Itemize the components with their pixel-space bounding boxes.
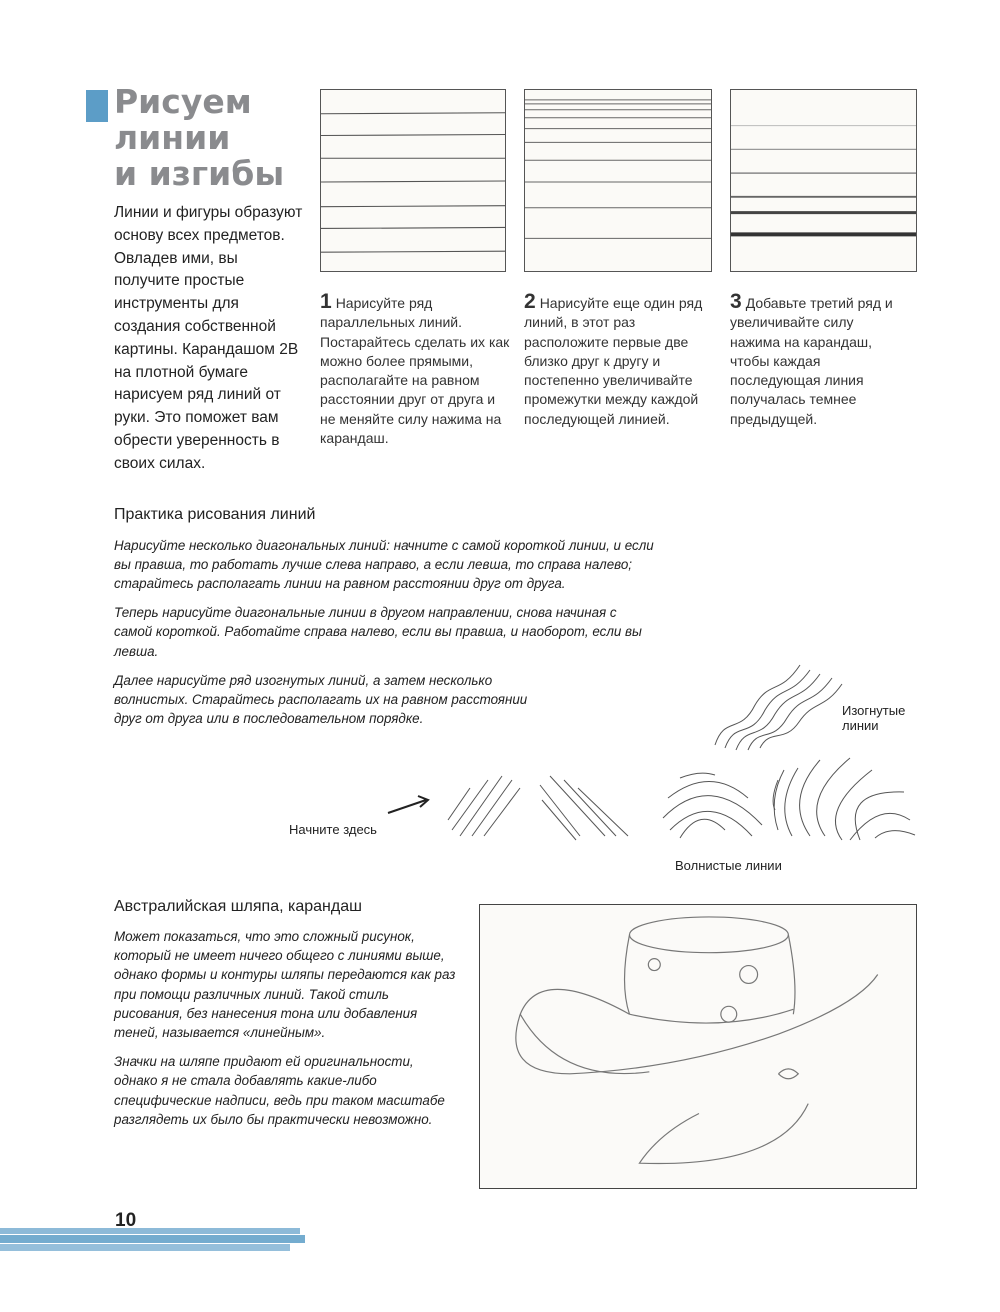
title-line: Рисуем bbox=[114, 82, 252, 121]
curved-lines-label: Изогнутые линии bbox=[842, 703, 906, 733]
step-1 bbox=[320, 292, 510, 448]
step-number: 1 bbox=[320, 290, 332, 313]
step-3 bbox=[730, 292, 905, 429]
title-line: линии bbox=[114, 118, 231, 157]
start-here-label: Начните здесь bbox=[289, 822, 377, 837]
title-accent-block bbox=[86, 90, 108, 122]
brush-stroke-decoration bbox=[0, 1222, 310, 1258]
page-title bbox=[114, 84, 284, 192]
sketch-darkening-lines bbox=[730, 89, 917, 272]
practice-paragraph: Далее нарисуйте ряд изогнутых линий, а затем несколько волнистых. Старайтесь располагать их на равном расстоянии друг от друга или в последовательном порядке. bbox=[114, 672, 528, 727]
line-exercises-illustration bbox=[380, 640, 940, 860]
hat-heading: Австралийская шляпа, карандаш bbox=[114, 898, 362, 915]
hat-paragraph: Может показаться, что это сложный рисунок, который не имеет ничего общего с линиями выше, однако формы и контуры шляпы передаются как раз при помощи различных линий. Такой стиль рисования, без нанесения тона или добавления теней, называется «линейным». bbox=[114, 929, 456, 1041]
step-text: Добавьте третий ряд и увеличивайте силу нажима на карандаш, чтобы каждая последующая линия получалась темнее предыдущей. bbox=[730, 295, 893, 427]
step-number: 2 bbox=[524, 290, 536, 313]
step-text: Нарисуйте еще один ряд линий, в этот раз расположите первые две близко друг к другу и постепенно увеличивайте промежутки между каждой последующей линией. bbox=[524, 295, 703, 427]
sketch-parallel-lines bbox=[320, 89, 506, 272]
practice-heading: Практика рисования линий bbox=[114, 505, 316, 523]
hat-drawing bbox=[479, 904, 917, 1189]
wavy-lines-label: Волнистые линии bbox=[675, 858, 782, 873]
page-number: 10 bbox=[115, 1210, 137, 1231]
step-2 bbox=[524, 292, 714, 429]
sketch-spaced-lines bbox=[524, 89, 712, 272]
step-text: Нарисуйте ряд параллельных линий. Постарайтесь сделать их как можно более прямыми, располагайте на равном расстоянии друг от друга и не меняйте силу нажима на карандаш. bbox=[320, 295, 510, 447]
step-number: 3 bbox=[730, 290, 742, 313]
hat-section bbox=[114, 898, 459, 1129]
practice-paragraph: Теперь нарисуйте диагональные линии в другом направлении, снова начиная с самой короткой. Работайте справа налево, если вы правша, и наоборот, если вы левша. bbox=[114, 605, 642, 659]
practice-paragraph: Нарисуйте несколько диагональных линий: начните с самой короткой линии, и если вы правша, то работать лучше слева направо, а если левша, то справа налево; старайтесь располагать линии на равном расстоянии друг от друга. bbox=[114, 537, 654, 591]
title-line: и изгибы bbox=[114, 154, 285, 193]
hat-paragraph: Значки на шляпе придают ей оригинальности, однако я не стала добавлять какие-либо специфические надписи, ведь при таком масштабе разглядеть их было бы практически невозможно. bbox=[114, 1054, 445, 1127]
intro-text: Линии и фигуры образуют основу всех предметов. Овладев ими, вы получите простые инструменты для создания собственной картины. Карандашом 2B на плотной бумаге нарисуем ряд линий от руки. Это поможет вам обрести уверенность в своих силах. bbox=[114, 204, 303, 472]
